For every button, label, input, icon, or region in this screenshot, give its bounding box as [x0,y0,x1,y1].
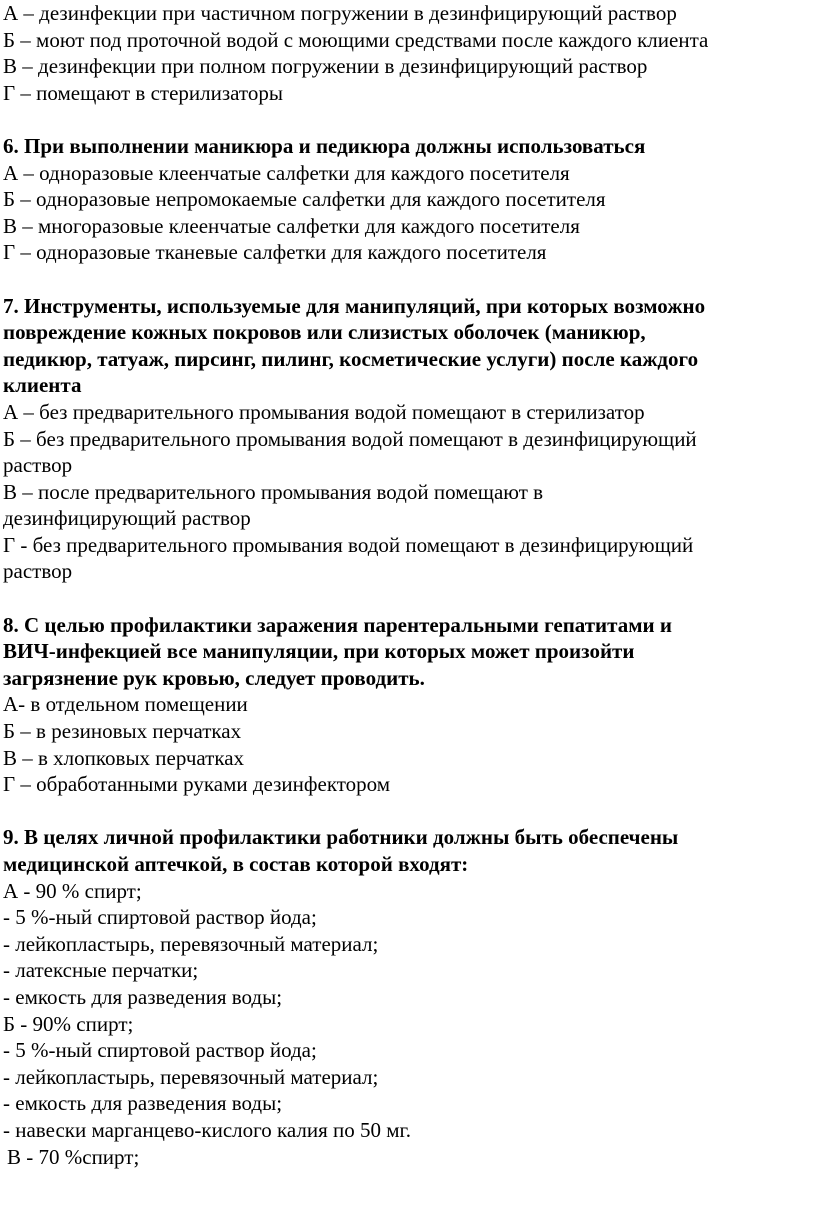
question-9 [3,824,816,1170]
option-b: Б – моют под проточной водой с моющими средствами после каждого клиента [3,27,709,52]
option-a: А – одноразовые клеенчатые салфетки для каждого посетителя [3,160,570,185]
question-title-line: загрязнение рук кровью, следует проводить. [3,665,425,690]
question-title-line: повреждение кожных покровов или слизистых оболочек (маникюр, [3,320,646,345]
question-8 [3,612,816,798]
question-title-line: медицинской аптечкой, в состав которой входят: [3,852,469,876]
question-title-line: 7. Инструменты, используемые для манипуляций, при которых возможно [3,293,706,318]
option-line: В – после предварительного промывания водой помещают в [3,479,544,504]
spacer [3,798,816,825]
option-line: дезинфицирующий раствор [3,506,251,531]
option-b: Б – в резиновых перчатках [3,719,242,744]
option-line: раствор [3,453,73,478]
spacer [3,266,816,293]
option-line: - 5 %-ный спиртовой раствор йода; [3,905,317,930]
option-line: - емкость для разведения воды; [3,984,283,1009]
question-title-line: 8. С целью профилактики заражения парентеральными гепатитами и [3,612,672,637]
option-line: Б – без предварительного промывания водой помещают в дезинфицирующий [3,426,697,451]
option-line: - лейкопластырь, перевязочный материал; [3,931,379,956]
option-c: В – многоразовые клеенчатые салфетки для каждого посетителя [3,213,580,238]
option-d: Г – обработанными руками дезинфектором [3,772,391,797]
option-a: А – дезинфекции при частичном погружении в дезинфицирующий раствор [3,1,677,25]
option-line: - латексные перчатки; [3,958,199,983]
question-title-line: педикюр, татуаж, пирсинг, пилинг, косметические услуги) после каждого [3,346,699,371]
option-d: Г – одноразовые тканевые салфетки для каждого посетителя [3,240,547,265]
option-line: Г - без предварительного промывания водой помещают в дезинфицирующий [3,532,694,557]
option-line: А – без предварительного промывания водой помещают в стерилизатор [3,399,645,424]
option-line: - емкость для разведения воды; [3,1091,283,1116]
option-line: раствор [3,559,73,584]
option-b: Б – одноразовые непромокаемые салфетки для каждого посетителя [3,187,606,212]
question-7 [3,293,816,586]
question-title-line: ВИЧ-инфекцией все манипуляции, при которых может произойти [3,639,635,664]
option-a: А- в отдельном помещении [3,692,248,717]
option-line: - 5 %-ный спиртовой раствор йода; [3,1038,317,1063]
question-title: 6. При выполнении маникюра и педикюра должны использоваться [3,133,646,158]
question-5-options [3,0,816,106]
spacer [3,585,816,612]
question-6 [3,133,816,266]
option-line: - навески марганцево-кислого калия по 50 мг. [3,1117,412,1142]
option-line: А - 90 % спирт; [3,878,142,903]
option-line: - лейкопластырь, перевязочный материал; [3,1064,379,1089]
option-d: Г – помещают в стерилизаторы [3,80,283,105]
spacer [3,106,816,133]
question-title-line: 9. В целях личной профилактики работники должны быть обеспечены [3,825,679,850]
option-c: В – в хлопковых перчатках [3,745,245,770]
option-line: Б - 90% спирт; [3,1011,134,1036]
option-line: В - 70 %спирт; [7,1144,140,1169]
question-title-line: клиента [3,373,82,398]
option-c: В – дезинфекции при полном погружении в дезинфицирующий раствор [3,54,648,79]
